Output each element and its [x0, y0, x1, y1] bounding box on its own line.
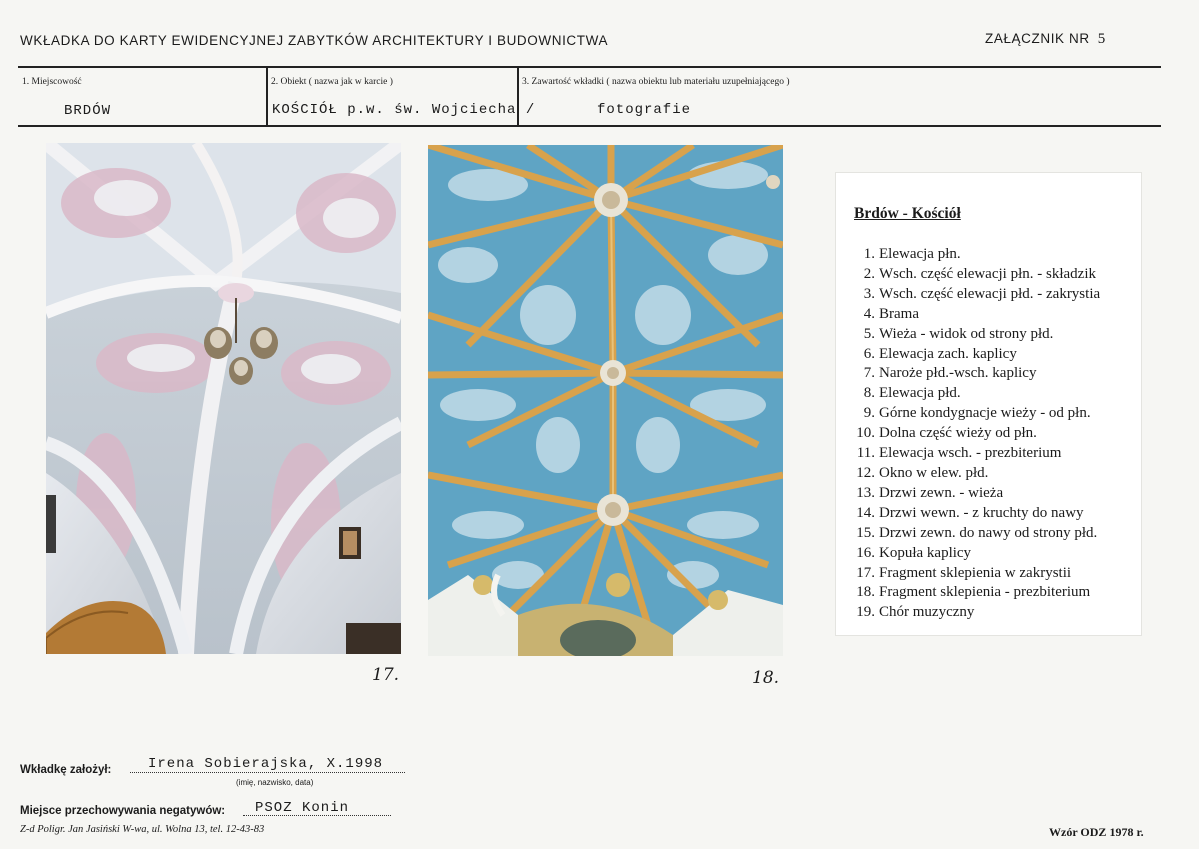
- object-label: 2. Obiekt ( nazwa jak w karcie ): [271, 77, 393, 87]
- caption-item: [850, 404, 1100, 424]
- photo-18-image: [428, 145, 783, 656]
- storage-value: PSOZ Konin: [255, 800, 350, 816]
- photo-18: [428, 145, 783, 656]
- caption-item-text: Elewacja płn.: [879, 246, 961, 262]
- caption-item: [850, 484, 1100, 504]
- header-bottom-rule: [18, 125, 1161, 127]
- caption-item-number: 19.: [856, 604, 875, 621]
- caption-item-text: Górne kondygnacje wieży - od płn.: [879, 405, 1091, 422]
- caption-item-number: 1.: [863, 246, 875, 262]
- author-label: Wkładkę założył:: [20, 764, 112, 776]
- caption-item: [850, 325, 1100, 345]
- caption-item-text: Drzwi zewn. - wieża: [879, 484, 1004, 501]
- caption-item: [850, 285, 1100, 305]
- caption-item-text: Chór muzyczny: [879, 604, 975, 621]
- photo-17-number: 17.: [372, 665, 400, 685]
- caption-item-number: 16.: [856, 544, 875, 561]
- caption-item-number: 5.: [863, 325, 875, 342]
- caption-item: [850, 603, 1100, 623]
- caption-item-text: Fragment sklepienia w zakrystii: [879, 564, 1072, 581]
- caption-item: [850, 583, 1100, 603]
- caption-item-number: 14.: [856, 504, 875, 521]
- field-divider-1: [266, 67, 268, 125]
- caption-item-number: 4.: [863, 305, 875, 322]
- caption-item: [850, 345, 1100, 365]
- caption-item-text: Dolna część wieży od płn.: [879, 425, 1037, 442]
- caption-item-number: 6.: [863, 345, 875, 362]
- printer-info: Z-d Poligr. Jan Jasiński W-wa, ul. Wolna 13, tel. 12-43-83: [20, 824, 265, 835]
- place-value: BRDÓW: [64, 103, 112, 119]
- caption-item-text: Kopuła kaplicy: [879, 544, 972, 561]
- caption-item-text: Elewacja zach. kaplicy: [879, 345, 1017, 362]
- form-template-id: Wzór ODZ 1978 r.: [1049, 825, 1144, 839]
- caption-item: [850, 424, 1100, 444]
- caption-item-number: 10.: [856, 425, 875, 442]
- caption-item-number: 13.: [856, 484, 875, 501]
- annex-label-text: ZAŁĄCZNIK NR: [985, 31, 1090, 46]
- photo-caption-list: [835, 172, 1142, 636]
- caption-item-number: 12.: [856, 464, 875, 481]
- contents-label: 3. Zawartość wkładki ( nazwa obiektu lub materiału uzupełniającego ): [522, 77, 790, 87]
- caption-item-text: Elewacja płd.: [879, 385, 961, 402]
- caption-item: [850, 305, 1100, 325]
- caption-items: [850, 245, 1100, 623]
- caption-item: [850, 464, 1100, 484]
- caption-item: [850, 544, 1100, 564]
- caption-item-number: 7.: [863, 365, 875, 382]
- caption-item: [850, 265, 1100, 285]
- author-value: Irena Sobierajska, X.1998: [148, 756, 384, 772]
- caption-item-number: 8.: [863, 385, 875, 402]
- caption-item-number: 11.: [856, 445, 875, 462]
- annex-label: [985, 31, 1106, 48]
- caption-item-number: 2.: [863, 265, 875, 282]
- caption-item: [850, 245, 1100, 265]
- caption-item: [850, 444, 1100, 464]
- caption-item-text: Elewacja wsch. - prezbiterium: [879, 445, 1062, 462]
- caption-heading: Brdów - Kościół: [854, 205, 961, 222]
- caption-item-text: Drzwi wewn. - z kruchty do nawy: [879, 504, 1084, 521]
- caption-item-text: Fragment sklepienia - prezbiterium: [879, 584, 1091, 601]
- caption-item-text: Brama: [879, 305, 919, 322]
- header-top-rule: [18, 66, 1161, 68]
- caption-item: [850, 364, 1100, 384]
- caption-item-number: 9.: [863, 405, 875, 422]
- caption-item-text: Wieża - widok od strony płd.: [879, 325, 1054, 342]
- object-value: KOŚCIÓŁ p.w. św. Wojciecha /: [272, 102, 536, 118]
- caption-item: [850, 564, 1100, 584]
- caption-item-text: Drzwi zewn. do nawy od strony płd.: [879, 524, 1098, 541]
- caption-item: [850, 524, 1100, 544]
- author-note: (imię, nazwisko, data): [236, 778, 314, 787]
- caption-item-number: 17.: [856, 564, 875, 581]
- place-label: 1. Miejscowość: [22, 77, 82, 87]
- author-dotted-line: [130, 772, 405, 773]
- photo-18-number: 18.: [752, 668, 780, 688]
- caption-item-text: Naroże płd.-wsch. kaplicy: [879, 365, 1037, 382]
- photo-17: [46, 143, 401, 654]
- contents-value: fotografie: [597, 102, 692, 118]
- caption-item-text: Wsch. część elewacji płn. - składzik: [879, 265, 1096, 282]
- caption-item: [850, 384, 1100, 404]
- caption-item: [850, 504, 1100, 524]
- storage-label: Miejsce przechowywania negatywów:: [20, 805, 226, 817]
- caption-item-text: Okno w elew. płd.: [879, 464, 989, 481]
- photo-17-image: [46, 143, 401, 654]
- form-title: WKŁADKA DO KARTY EWIDENCYJNEJ ZABYTKÓW ARCHITEKTURY I BUDOWNICTWA: [20, 33, 609, 48]
- caption-item-number: 18.: [856, 584, 875, 601]
- caption-item-text: Wsch. część elewacji płd. - zakrystia: [879, 285, 1101, 302]
- annex-number: 5: [1097, 31, 1106, 47]
- caption-item-number: 3.: [863, 285, 875, 302]
- caption-item-number: 15.: [856, 524, 875, 541]
